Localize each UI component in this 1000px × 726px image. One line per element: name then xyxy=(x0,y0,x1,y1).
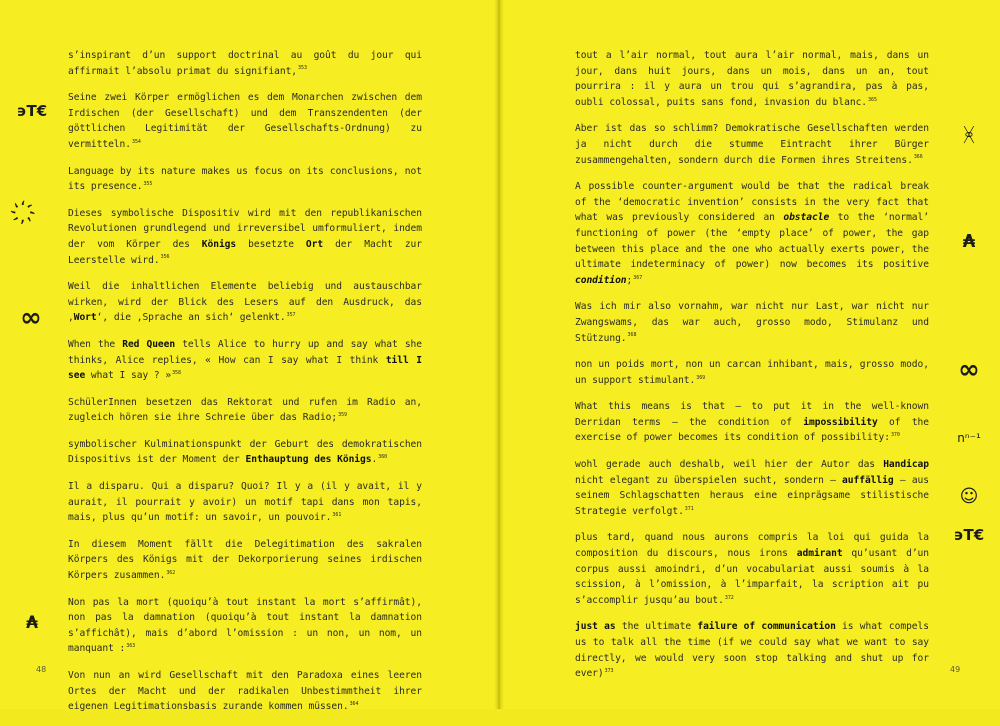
right-page-number: 49 xyxy=(950,665,961,674)
left-paragraph: SchülerInnen besetzen das Rektorat und rufen im Radio an, zugleich hören sie ihre Schreie über das Radio;$^{359}$ xyxy=(68,396,422,424)
left-paragraph: Von nun an wird Gesellschaft mit den Paradoxa eines leeren Ortes der Macht und der radikalen Unbestimmtheit ihrer eigenen Legitimationsbasis zurande kommen müssen.$^{364}$ xyxy=(68,670,422,713)
naira-glyph-icon: ₳ xyxy=(962,231,976,252)
left-paragraph: Seine zwei Körper ermöglichen es dem Monarchen zwischen dem Irdischen (der Gesellschaft) und dem Transzendenten (der göttlichen Legitimität der Gesellschafts-Ordnung) zu vermitteln.$^{354}$ xyxy=(68,92,422,150)
right-paragraph: non un poids mort, non un carcan inhibant, mais, grosso modo, un support stimulant.$^{369}$ xyxy=(575,359,929,386)
left-paragraph: Non pas la mort (quoiqu’à tout instant la mort s’affirmât), non pas la damnation (quoiqu’à tout instant la damnation s’affichât), mais d’abord l’omission : un non, un nom, un manquant :$^{363}$ xyxy=(68,596,422,655)
right-paragraph: plus tard, quand nous aurons compris la loi qui guida la composition du discours, nous irons admirant qu’usant d’un corpus aussi amoindri, d’un vocabulariat aussi soumis à la scission, à l’omission, à l’imparfait, la scription ait pu s’accomplir jusqu’au bout.$^{372}$ xyxy=(575,532,929,606)
book-gutter xyxy=(494,0,504,709)
left-paragraph: When the Red Queen tells Alice to hurry up and say what she thinks, Alice replies, « How can I say what I think till I see what I say ? »$^{358}$ xyxy=(68,338,423,382)
left-paragraph: Il a disparu. Qui a disparu? Quoi? Il y a (il y avait, il y aurait, il pourrait y avoir) un motif tapi dans mon tapis, mais, plus qu’un motif: un savoir, un pouvoir.$^{361}$ xyxy=(68,481,422,524)
left-paragraph: s’inspirant d’un support doctrinal au goût du jour qui affirmait l’absolu primat du signifiant,$^{353}$ xyxy=(68,50,422,77)
right-paragraph: What this means is that – to put it in the well-known Derridan terms – the condition of impossibility of the exercise of power becomes its condition of possibility:$^{370}$ xyxy=(575,401,929,444)
right-paragraph: Aber ist das so schlimm? Demokratische Gesellschaften werden ja nicht durch die stumme Eintracht ihrer Bürger zusammengehalten, sondern durch die Formen ihres Streitens.$^{366}$ xyxy=(575,123,929,166)
right-paragraph: wohl gerade auch deshalb, weil hier der Autor das Handicap nicht elegant zu überspielen sucht, sondern – auffällig – aus seinem Schlagschatten heraus eine einprägsame stilistische Strategie verfolgt.$^{371}$ xyxy=(575,459,929,517)
infinity-glyph-icon: ∞ xyxy=(20,303,42,333)
double-x-glyph-icon: ᚸ xyxy=(963,124,975,146)
e-t-euro-glyph-icon: ϶T€ xyxy=(953,526,985,544)
left-paragraph: Dieses symbolische Dispositiv wird mit den republikanischen Revolutionen grundlegend und irreversibel umformuliert, indem der vom Körper des Königs besetzte Ort der Macht zur Leerstelle wird.$^{356}$ xyxy=(68,207,422,266)
left-page-text xyxy=(68,48,422,726)
left-paragraph: Weil die inhaltlichen Elemente beliebig und austauschbar wirken, wird der Blick des Lesers auf den Ausdruck, das ‚Wort‘, die ‚Sprache an sich‘ gelenkt.$^{357}$ xyxy=(68,281,422,324)
left-paragraph: Language by its nature makes us focus on its conclusions, not its presence.$^{355}$ xyxy=(68,165,422,193)
left-paragraph: In diesem Moment fällt die Delegitimation des sakralen Körpers des Königs mit der Dekorporierung seines irdischen Körpers zusammen.$^{362}$ xyxy=(68,538,422,582)
naira-glyph-icon: ₳ xyxy=(26,613,38,633)
infinity-glyph-icon: ∞ xyxy=(958,355,980,385)
right-paragraph: tout a l’air normal, tout aura l’air normal, mais, dans un jour, dans huit jours, dans un mois, dans un an, tout pourrira : il y aura un trou qui s’agrandira, pas à pas, oubli colossal, puits sans fond, invasion du blanc.$^{365}$ xyxy=(575,50,929,108)
smiley-glyph-icon: ☺ xyxy=(959,486,979,507)
n-power-glyph-icon: nⁿ⁻¹ xyxy=(957,431,981,445)
left-paragraph: symbolischer Kulminationspunkt der Geburt des demokratischen Dispositivs ist der Moment der Enthauptung des Königs.$^{360}$ xyxy=(68,438,422,466)
e-t-euro-glyph-icon: ϶T€ xyxy=(16,102,48,120)
right-paragraph: Was ich mir also vornahm, war nicht nur Last, war nicht nur Zwangswams, das war auch, grosso modo, Stimulanz und Stützung.$^{368}$ xyxy=(575,301,929,344)
left-page-number: 48 xyxy=(36,665,47,674)
sun-burst-glyph-icon: ҉ xyxy=(28,203,36,224)
right-paragraph: just as the ultimate failure of communication is what compels us to talk all the time (if we could say what we want to say directly, we would very soon stop talking and shut up for ever)$^{373}$ xyxy=(575,621,929,680)
right-page-text xyxy=(575,48,929,693)
right-paragraph: A possible counter-argument would be that the radical break of the ‘democratic invention’ consists in the very fact that what was previously considered an obstacle to the ‘normal’ functioning of power (the ‘empty place’ of power, the gap between this place and the one who actually exerts power, the ultimate indeterminacy of power) now becomes its positive condition;$^{367}$ xyxy=(575,181,929,286)
